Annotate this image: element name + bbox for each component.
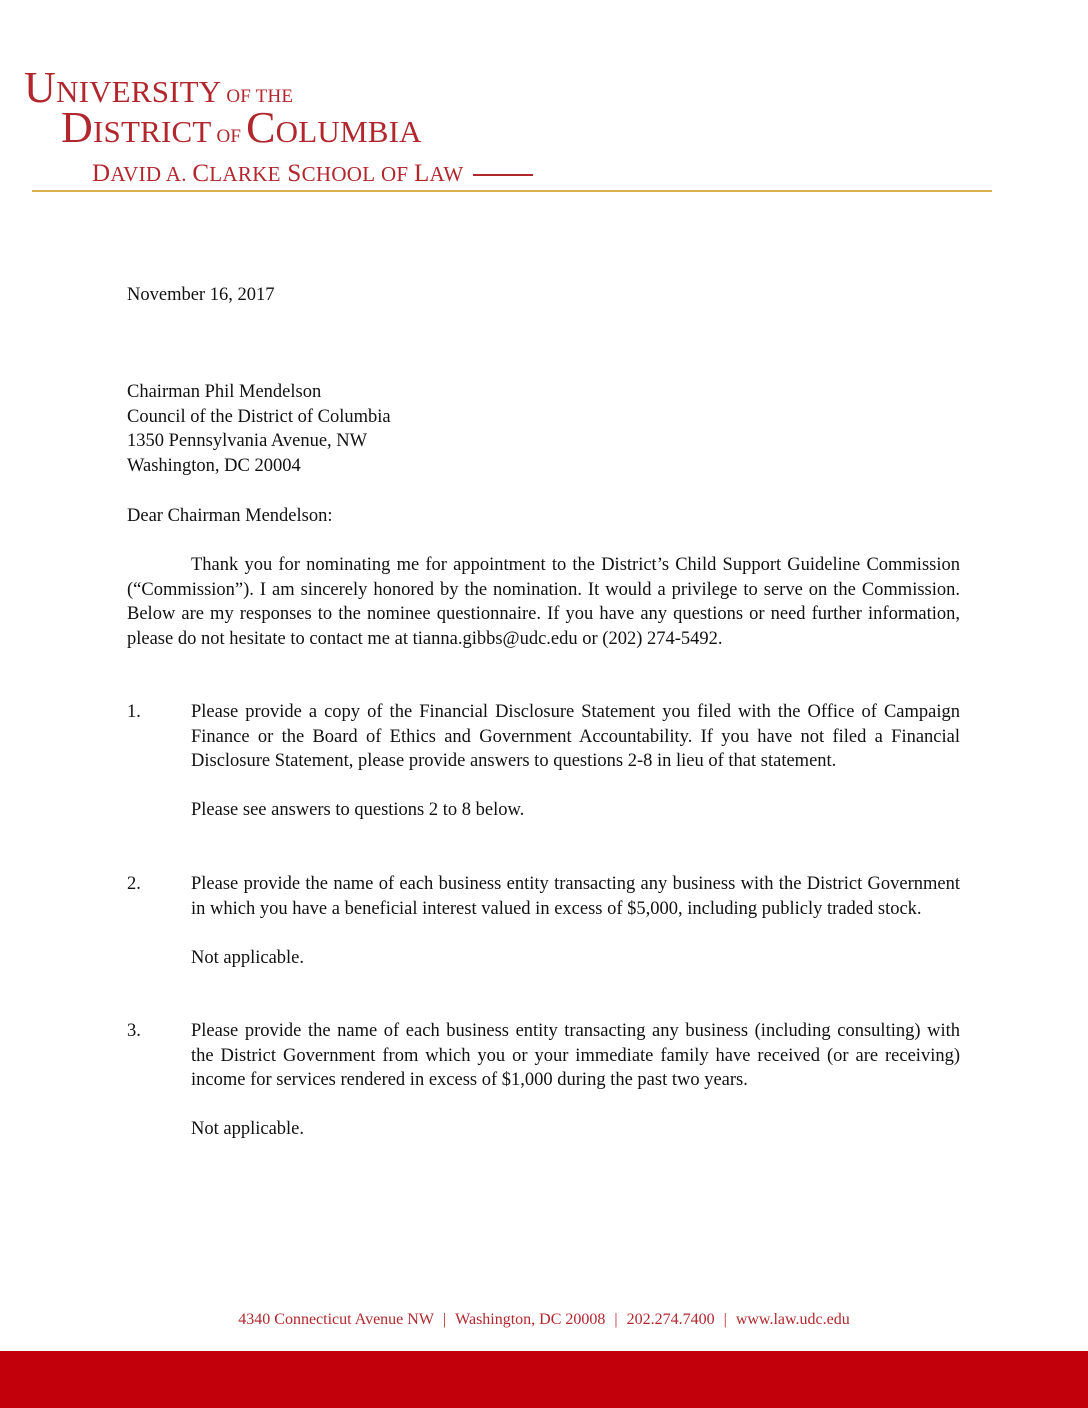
question-text: Please provide a copy of the Financial Disclosure Statement you filed with the Office of Campaign Finance or the Board of Ethics and Government Accountability. If you have not filed a Financial Disclosure Statement, please provide answers to questions 2-8 in lieu of that statement.: [191, 702, 960, 771]
question-number: 1.: [127, 702, 141, 722]
logo-university: UNIVERSITY OF THE: [24, 63, 294, 112]
salutation: Dear Chairman Mendelson:: [127, 506, 333, 526]
header-divider: [32, 190, 992, 192]
letterhead-logo: [24, 63, 533, 188]
question-answer: Not applicable.: [191, 947, 305, 968]
recipient-address: [127, 380, 391, 478]
footer-separator: |: [442, 1311, 447, 1328]
footer-website: www.law.udc.edu: [735, 1311, 850, 1328]
intro-paragraph: [127, 553, 960, 651]
letter-date: November 16, 2017: [127, 285, 275, 305]
address-line: Council of the District of Columbia: [127, 406, 391, 427]
footer-city: Washington, DC 20008: [455, 1311, 606, 1328]
logo-school: D AVID A. C LARKE S CHOOL OF L AW: [92, 160, 533, 188]
logo-district: DISTRICT OF COLUMBIA: [61, 103, 422, 152]
question-answer: Not applicable.: [191, 1119, 305, 1139]
intro-text: Thank you for nominating me for appointment to the District’s Child Support Guideline Commission (“Commission”). I am sincerely honored by the nomination. It would a privilege to serve on the Commission. Below are my responses to the nominee questionnaire. If you have any questions or need further information, please do not hesitate to contact me at tianna.gibbs@udc.edu or (202) 274-5492.: [127, 555, 960, 649]
question-answer: Please see answers to questions 2 to 8 below.: [191, 800, 525, 820]
question-number: 3.: [127, 1021, 141, 1041]
footer-bar: [0, 1351, 1088, 1408]
address-line: Washington, DC 20004: [127, 455, 301, 476]
footer-street: 4340 Connecticut Avenue NW: [238, 1311, 434, 1328]
logo-rule: [473, 174, 533, 176]
address-line: 1350 Pennsylvania Avenue, NW: [127, 431, 368, 451]
question-number: 2.: [127, 874, 141, 894]
question-text: Please provide the name of each business entity transacting any business with the District Government in which you have a beneficial interest valued in excess of $5,000, including publicly traded stock.: [191, 874, 960, 919]
footer-contact: [0, 1311, 1088, 1329]
question-item: [127, 700, 960, 823]
question-item: [127, 1019, 960, 1142]
address-line: Chairman Phil Mendelson: [127, 382, 322, 402]
footer-phone: 202.274.7400: [626, 1311, 715, 1328]
question-text: Please provide the name of each business entity transacting any business (including consulting) with the District Government from which you or your immediate family have received (or are receiving) income for services rendered in excess of $1,000 during the past two years.: [191, 1021, 960, 1090]
question-item: [127, 872, 960, 970]
footer-separator: |: [614, 1311, 618, 1328]
footer-separator: |: [723, 1311, 727, 1328]
